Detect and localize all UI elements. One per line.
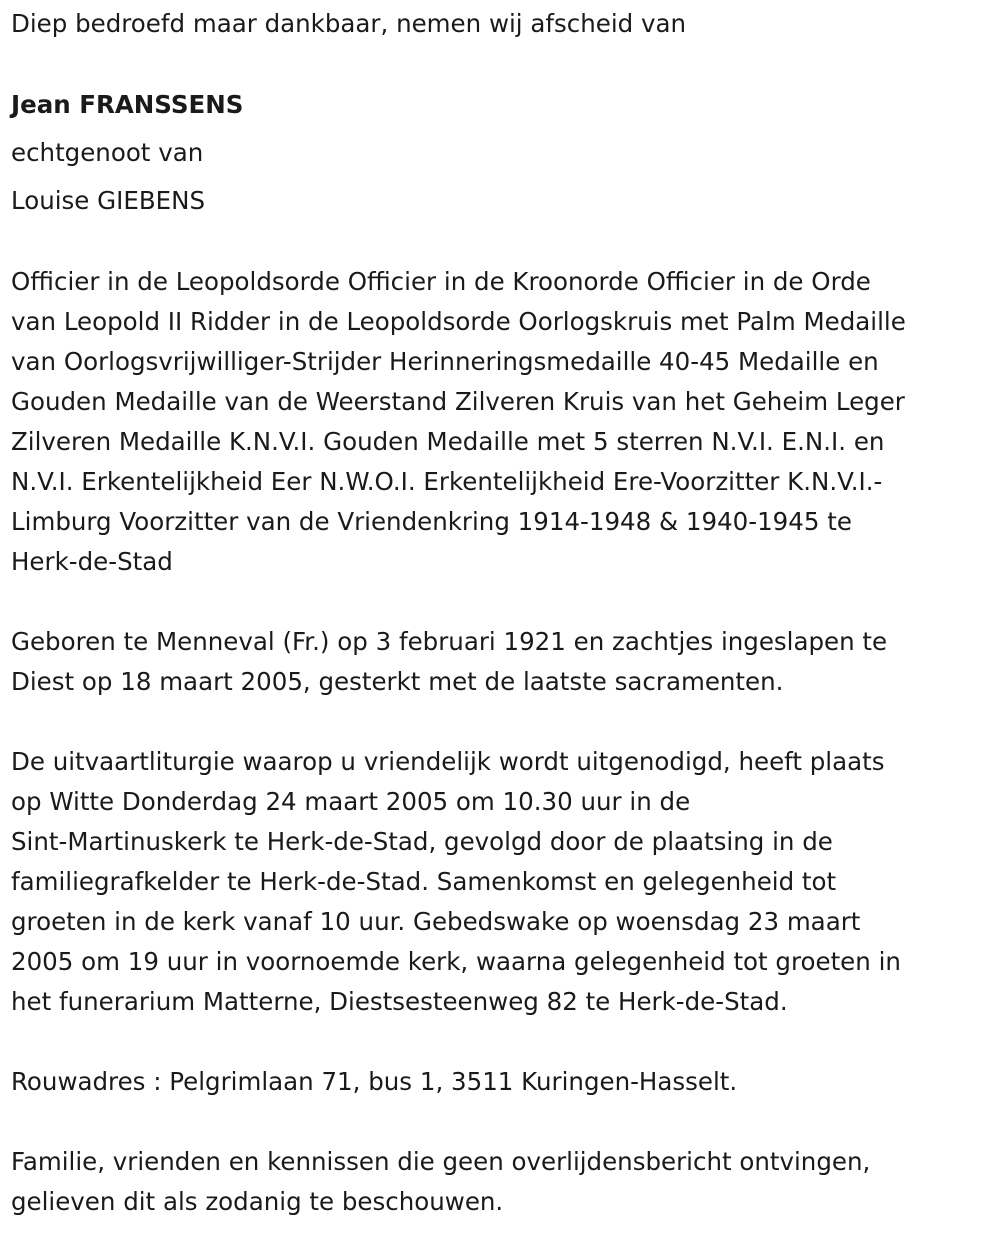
honours-line: van Leopold II Ridder in de Leopoldsorde Oorlogskruis met Palm Medaille xyxy=(11,307,906,336)
closing-line: gelieven dit als zodanig te beschouwen. xyxy=(11,1187,504,1216)
birth-death-line: Diest op 18 maart 2005, gesterkt met de laatste sacramenten. xyxy=(11,667,784,696)
honours-line: Gouden Medaille van de Weerstand Zilveren Kruis van het Geheim Leger xyxy=(11,387,905,416)
funeral-line: 2005 om 19 uur in voornoemde kerk, waarna gelegenheid tot groeten in xyxy=(11,947,901,976)
funeral-line: De uitvaartliturgie waarop u vriendelijk wordt uitgenodigd, heeft plaats xyxy=(11,747,885,776)
honours-line: Limburg Voorzitter van de Vriendenkring 1914-1948 & 1940-1945 te xyxy=(11,507,852,536)
honours-line: Herk-de-Stad xyxy=(11,547,173,576)
spouse-name: Louise GIEBENS xyxy=(11,186,206,215)
relation-text: echtgenoot van xyxy=(11,138,204,167)
funeral-line: op Witte Donderdag 24 maart 2005 om 10.30 uur in de xyxy=(11,787,691,816)
honours-line: van Oorlogsvrijwilliger-Strijder Herinneringsmedaille 40-45 Medaille en xyxy=(11,347,879,376)
funeral-line: familiegrafkelder te Herk-de-Stad. Samenkomst en gelegenheid tot xyxy=(11,867,837,896)
honours-line: Zilveren Medaille K.N.V.I. Gouden Medaille met 5 sterren N.V.I. E.N.I. en xyxy=(11,427,885,456)
funeral-line: groeten in de kerk vanaf 10 uur. Gebedswake op woensdag 23 maart xyxy=(11,907,861,936)
intro-text: Diep bedroefd maar dankbaar, nemen wij afscheid van xyxy=(11,9,687,38)
birth-death-line: Geboren te Menneval (Fr.) op 3 februari 1921 en zachtjes ingeslapen te xyxy=(11,627,888,656)
mourning-address: Rouwadres : Pelgrimlaan 71, bus 1, 3511 Kuringen-Hasselt. xyxy=(11,1067,738,1096)
closing-line: Familie, vrienden en kennissen die geen overlijdensbericht ontvingen, xyxy=(11,1147,871,1176)
funeral-line: het funerarium Matterne, Diestsesteenweg 82 te Herk-de-Stad. xyxy=(11,987,788,1016)
honours-line: Officier in de Leopoldsorde Officier in de Kroonorde Officier in de Orde xyxy=(11,267,871,296)
deceased-name: Jean FRANSSENS xyxy=(11,90,244,119)
funeral-line: Sint-Martinuskerk te Herk-de-Stad, gevolgd door de plaatsing in de xyxy=(11,827,833,856)
honours-line: N.V.I. Erkentelijkheid Eer N.W.O.I. Erkentelijkheid Ere-Voorzitter K.N.V.I.- xyxy=(11,467,883,496)
